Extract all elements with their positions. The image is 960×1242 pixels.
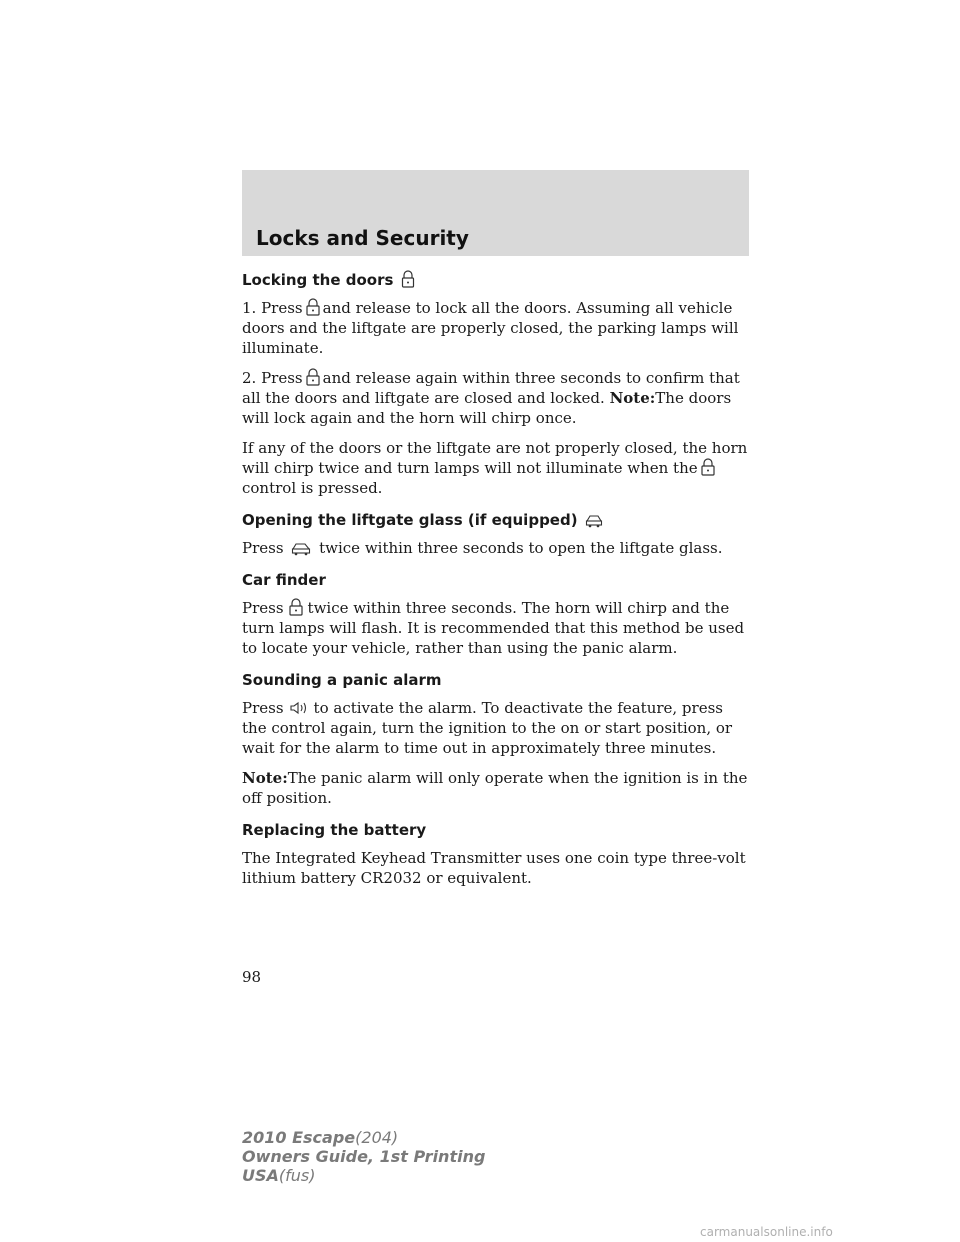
lock-icon xyxy=(305,298,321,316)
section-car-finder xyxy=(242,570,752,658)
paragraph: Press twice within three seconds to open the liftgate glass. xyxy=(242,539,723,557)
section-panic xyxy=(242,670,752,808)
paragraph: Press twice within three seconds. The horn will chirp and the turn lamps will flash. It is recommended that this method be used to locate your vehicle, rather than using the panic alarm. xyxy=(242,599,745,657)
watermark: carmanualsonline.info xyxy=(700,1225,833,1239)
page-number: 98 xyxy=(242,968,262,986)
paragraph: 2. Press and release again within three seconds to confirm that all the doors and liftgate are closed and locked. Note:The doors will lock again and the horn will chirp once. xyxy=(242,369,740,427)
section-locking xyxy=(242,270,752,498)
footer-line-3: USA(fus) xyxy=(242,1166,316,1185)
paragraph: Press to activate the alarm. To deactivate the feature, press the control again, turn the ignition to the on or start position, or wait for the alarm to time out in approximately three minutes. xyxy=(242,699,733,757)
lock-icon xyxy=(700,458,716,476)
heading-locking: Locking the doors xyxy=(242,270,752,290)
footer xyxy=(242,1128,485,1185)
content xyxy=(242,270,752,900)
page-title: Locks and Security xyxy=(256,226,469,250)
paragraph: Note:The panic alarm will only operate when the ignition is in the off position. xyxy=(242,769,748,807)
panic-alarm-icon xyxy=(286,700,312,716)
paragraph: The Integrated Keyhead Transmitter uses one coin type three-volt lithium battery CR2032 or equivalent. xyxy=(242,849,746,887)
lock-icon xyxy=(286,598,306,616)
heading-panic: Sounding a panic alarm xyxy=(242,671,442,689)
heading-liftgate: Opening the liftgate glass (if equipped) xyxy=(242,510,752,530)
liftgate-glass-icon xyxy=(585,512,603,528)
lock-icon xyxy=(401,270,415,288)
heading-car-finder: Car finder xyxy=(242,571,326,589)
liftgate-glass-icon xyxy=(290,540,312,556)
heading-battery: Replacing the battery xyxy=(242,821,427,839)
lock-icon xyxy=(305,368,321,386)
paragraph: If any of the doors or the liftgate are not properly closed, the horn will chirp twice and turn lamps will not illuminate when the control is pressed. xyxy=(242,439,748,497)
footer-line-2: Owners Guide, 1st Printing xyxy=(242,1147,486,1166)
section-battery xyxy=(242,820,752,888)
section-liftgate xyxy=(242,510,752,558)
paragraph: 1. Press and release to lock all the doors. Assuming all vehicle doors and the liftgate are properly closed, the parking lamps will illuminate. xyxy=(242,299,739,357)
footer-line-1: 2010 Escape(204) xyxy=(242,1128,399,1147)
